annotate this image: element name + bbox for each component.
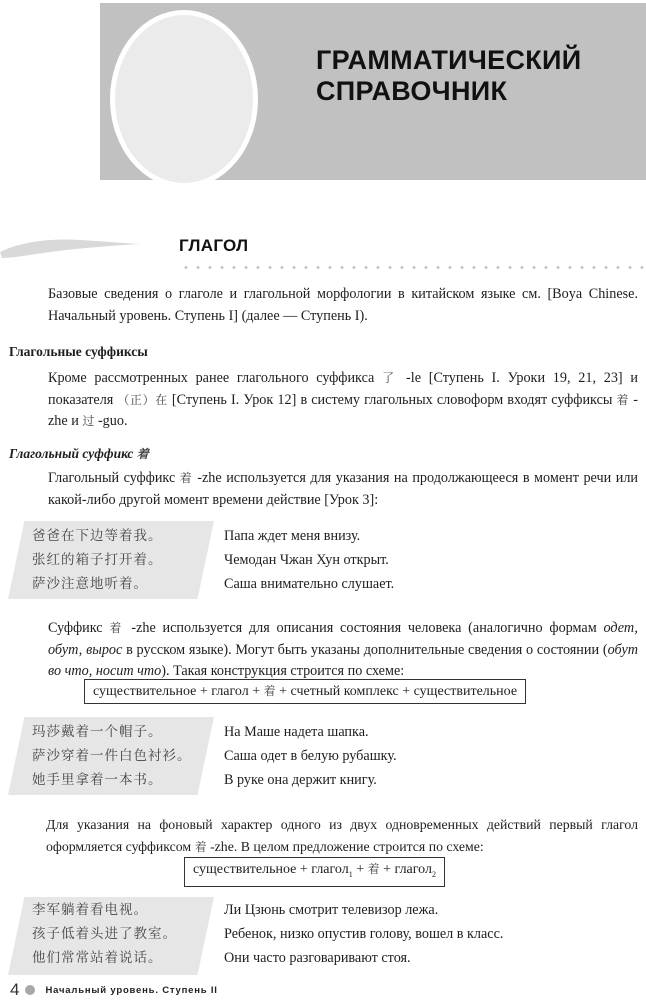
- example-row: [8, 572, 638, 596]
- example-translation: Папа ждет меня внизу.: [224, 528, 361, 544]
- zhe-paragraph-1: Глагольный суффикс 着 -zhe используется для указания на продолжающееся в момент речи или какой-либо другой момент времени действие [Урок 3]:: [48, 470, 638, 508]
- bullet-dot-icon: [25, 985, 35, 995]
- header-banner: [100, 3, 646, 180]
- banner-circle-decoration: [110, 10, 258, 188]
- page-number: 4: [10, 980, 20, 999]
- example-translation: На Маше надета шапка.: [224, 724, 369, 740]
- page-title-line1: ГРАММАТИЧЕСКИЙ: [316, 45, 582, 75]
- subsection-heading-suffixes: Глагольные суффиксы: [9, 344, 148, 359]
- example-translation: В руке она держит книгу.: [224, 772, 377, 788]
- formula-box-2: существительное + глагол$_1$ + 着 + глагол$_2$: [184, 857, 445, 887]
- example-chinese: 萨沙穿着一件白色衬衫。: [32, 748, 192, 764]
- example-row: [8, 720, 638, 744]
- brush-stroke-decoration: [0, 234, 140, 260]
- page-title: [316, 45, 581, 107]
- example-row: [8, 744, 638, 768]
- zhe-paragraph-2: Суффикс 着 -zhe используется для описания состояния человека (аналогично формам одет, обут, вырос в русском языке). Могут быть указаны дополнительные сведения о состоянии (обут во что, носит что). Такая конструкция строится по схеме:: [48, 620, 638, 679]
- zhe-paragraph-3: Для указания на фоновый характер одного из двух одновременных действий первый глагол оформляется суффиксом 着 -zhe. В целом предложение строится по схеме:: [46, 817, 638, 854]
- section-intro: Базовые сведения о глаголе и глагольной морфологии в китайском языке см. [Boya Chinese. Начальный уровень. Ступень I] (далее — Ступень I).: [48, 286, 638, 324]
- example-translation: Саша внимательно слушает.: [224, 576, 395, 592]
- page-title-line2: СПРАВОЧНИК: [316, 76, 508, 106]
- example-chinese: 她手里拿着一本书。: [32, 772, 163, 788]
- example-chinese: 玛莎戴着一个帽子。: [32, 724, 163, 740]
- running-title: Начальный уровень. Ступень II: [45, 984, 218, 996]
- example-block-3: [8, 897, 638, 975]
- example-block-2: [8, 717, 638, 795]
- example-translation: Они часто разговаривают стоя.: [224, 950, 411, 966]
- example-block-1: [8, 521, 638, 599]
- page-footer: [10, 981, 218, 999]
- example-row: [8, 898, 638, 922]
- example-chinese: 他们常常站着说话。: [32, 950, 163, 966]
- example-chinese: 张红的箱子打开着。: [32, 552, 163, 568]
- subsection-heading-zhe: Глагольный суффикс 着: [9, 446, 149, 461]
- section-title: ГЛАГОЛ: [179, 236, 249, 255]
- dotted-divider: [180, 266, 646, 269]
- example-translation: Ли Цзюнь смотрит телевизор лежа.: [224, 902, 439, 918]
- example-chinese: 孩子低着头进了教室。: [32, 926, 177, 942]
- example-chinese: 李军躺着看电视。: [32, 902, 148, 918]
- example-translation: Ребенок, низко опустив голову, вошел в класс.: [224, 926, 504, 942]
- example-row: [8, 922, 638, 946]
- example-chinese: 萨沙注意地听着。: [32, 576, 148, 592]
- suffixes-paragraph: Кроме рассмотренных ранее глагольного суффикса 了 -le [Ступень I. Уроки 19, 21, 23] и показателя （正）在 [Ступень I. Урок 12] в систему глагольных словоформ входят суффиксы 着 -zhe и 过 -guo.: [48, 370, 638, 429]
- example-translation: Саша одет в белую рубашку.: [224, 748, 397, 764]
- example-chinese: 爸爸在下边等着我。: [32, 528, 163, 544]
- example-translation: Чемодан Чжан Хун открыт.: [224, 552, 389, 568]
- example-row: [8, 946, 638, 970]
- example-row: [8, 548, 638, 572]
- example-row: [8, 768, 638, 792]
- formula-box-1: существительное + глагол + 着 + счетный комплекс + существительное: [84, 679, 526, 704]
- example-row: [8, 524, 638, 548]
